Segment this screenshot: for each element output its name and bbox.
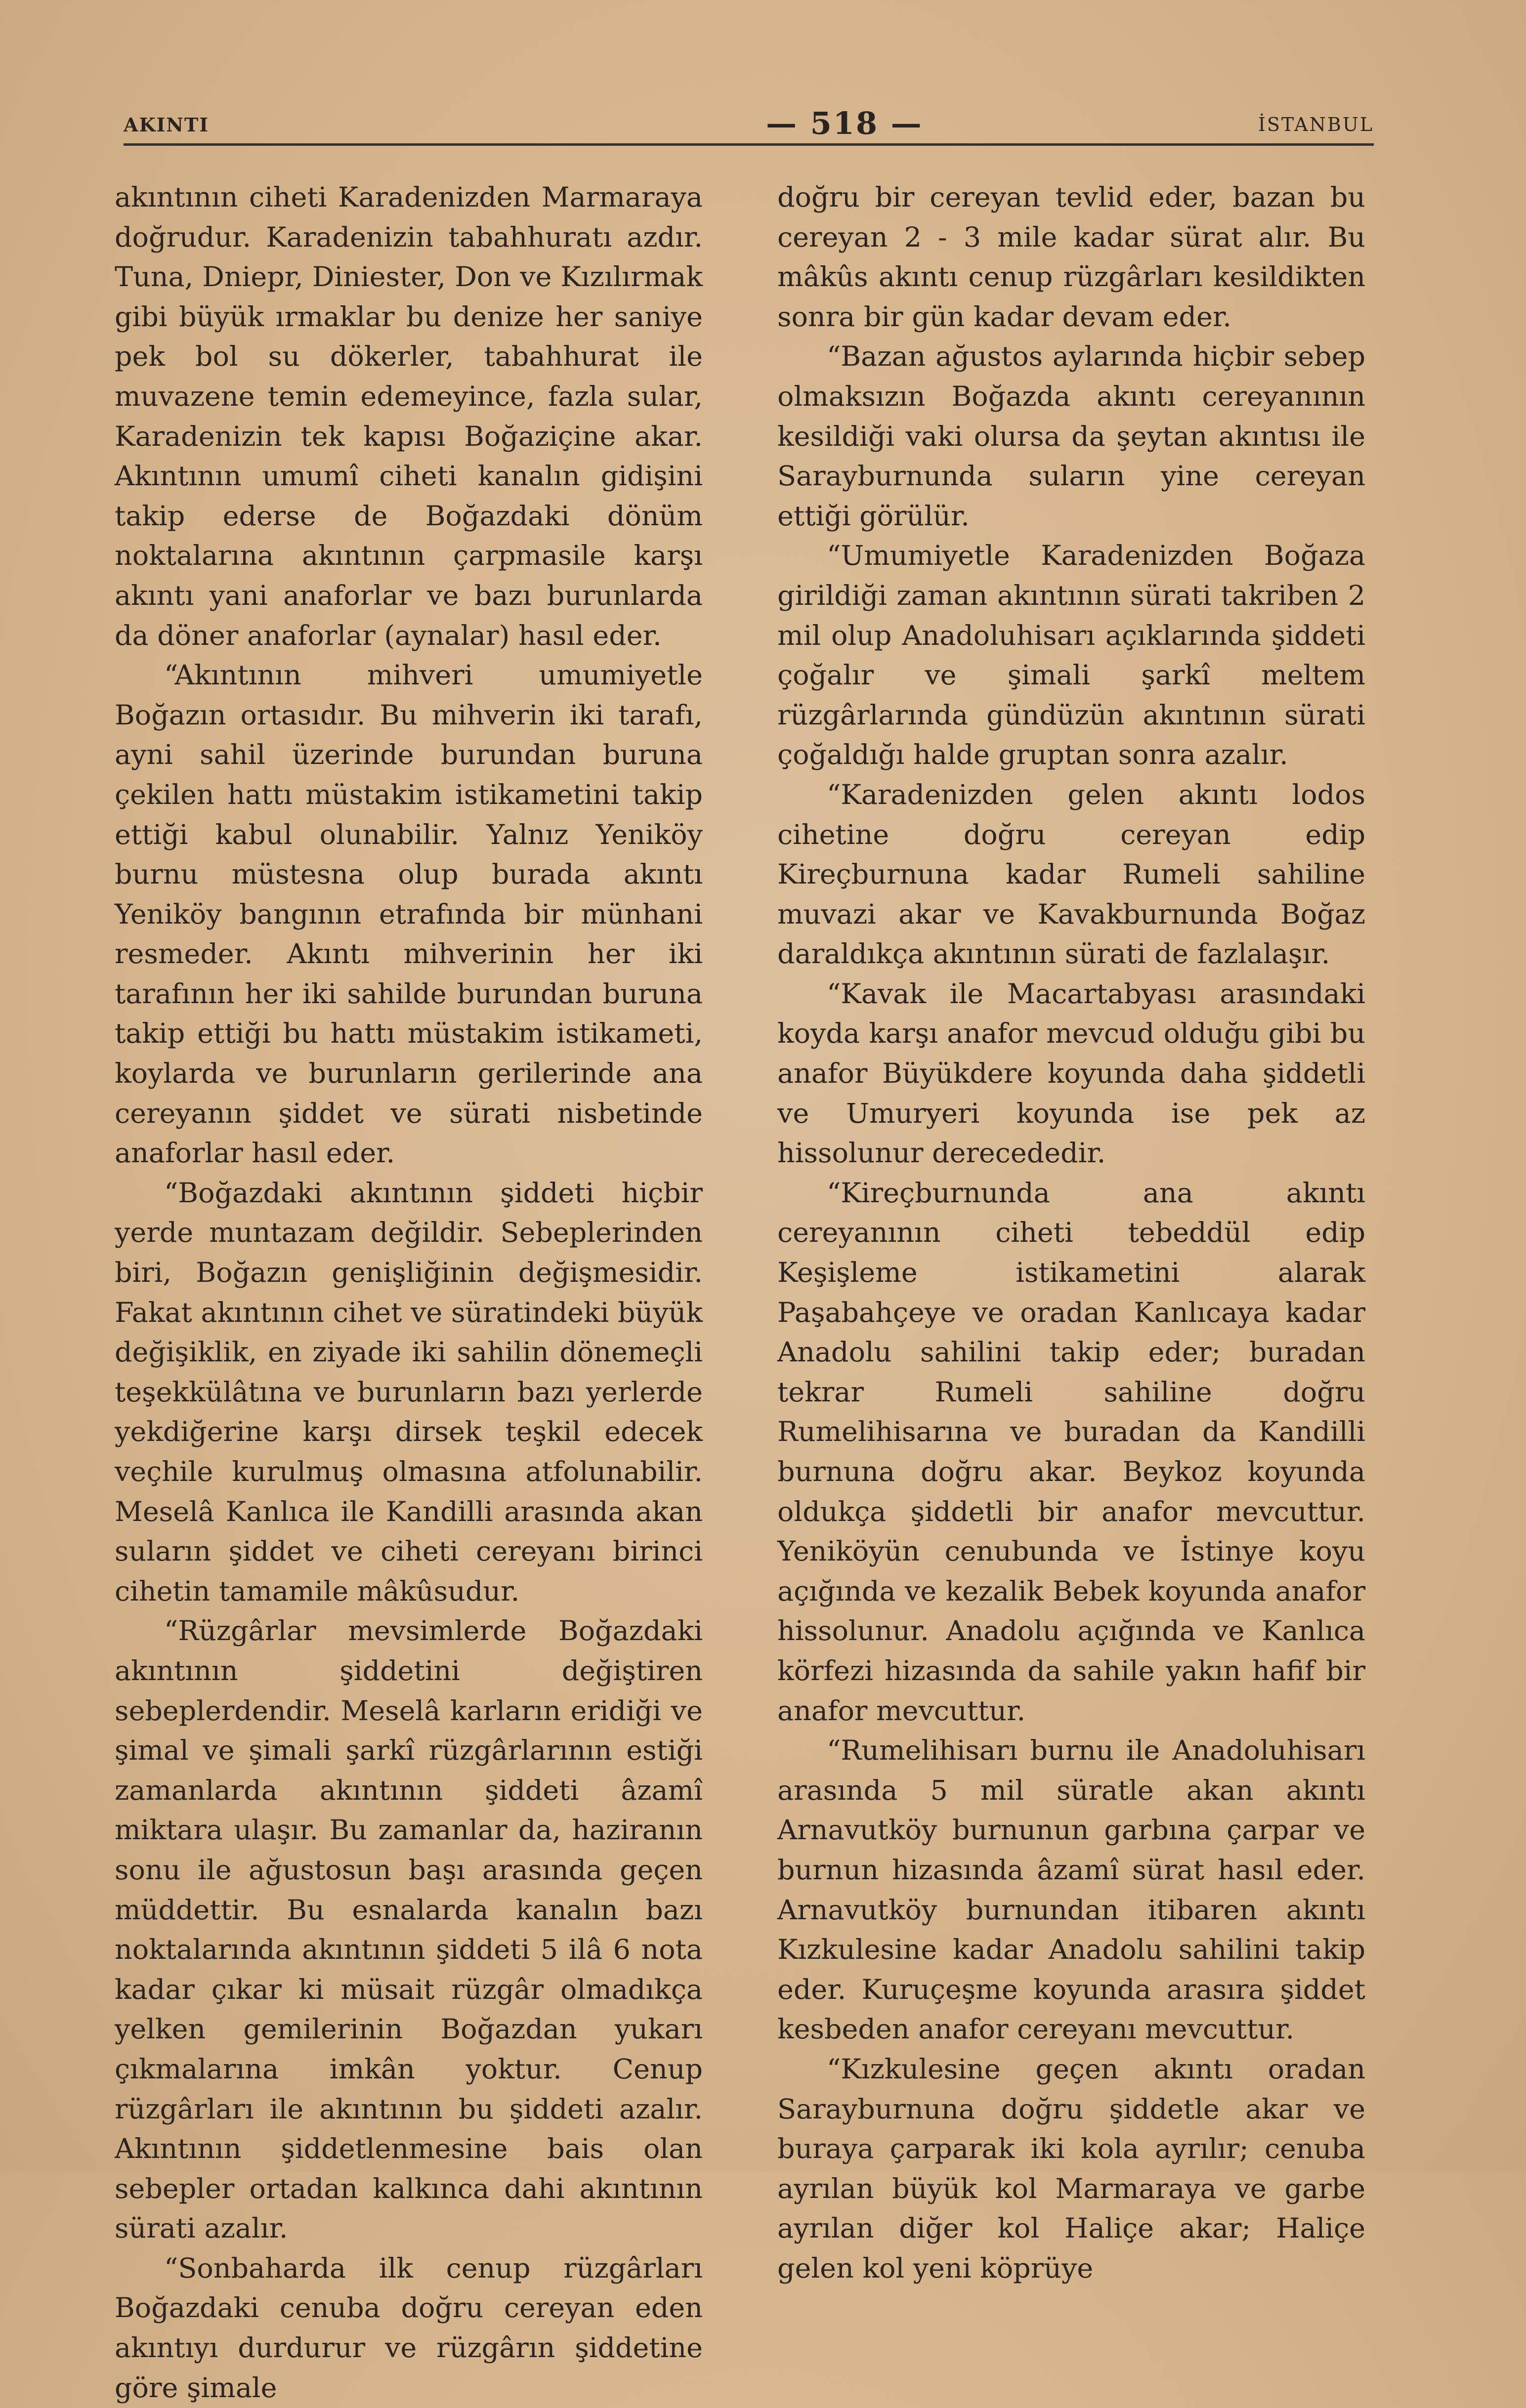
left-column (115, 178, 703, 2408)
paragraph: “Rumelihisarı burnu ile Anadoluhisarı arasında 5 mil süratle akan akıntı Arnavutköy burnunun garbına çarpar ve burnun hizasında âzamî sürat hasıl eder. Arnavutköy burnundan itibaren akıntı Kızkulesine kadar Anadolu sahilini takip eder. Kuruçeşme koyunda arasıra şiddet kesbeden anafor cereyanı mevcuttur. (777, 1734, 1365, 2046)
running-title-left: AKINTI (124, 114, 210, 136)
page-header (124, 101, 1374, 141)
paragraph: “Rüzgârlar mevsimlerde Boğazdaki akıntının şiddetini değiştiren sebeplerdendir. Meselâ karların eridiği ve şimal ve şimali şarkî rüzgârlarının estiği zamanlarda akıntının şiddeti âzamî miktara ulaşır. Bu zamanlar da, haziranın sonu ile ağustosun başı arasında geçen müddettir. Bu esnalarda kanalın bazı noktalarında akıntının şiddeti 5 ilâ 6 nota kadar çıkar ki müsait rüzgâr olmadıkça yelken gemilerinin Boğazdan yukarı çıkmalarına imkân yoktur. Cenup rüzgârları ile akıntının bu şiddeti azalır. Akıntının şiddetlenmesine bais olan sebepler ortadan kalkınca dahi akıntının sürati azalır. (115, 1615, 703, 2245)
running-title-right: İSTANBUL (1258, 114, 1374, 135)
paragraph: doğru bir cereyan tevlid eder, bazan bu cereyan 2 - 3 mile kadar sürat alır. Bu mâkûs akıntı cenup rüzgârları kesildikten sonra bir gün kadar devam eder. (777, 181, 1365, 333)
paragraph: akıntının ciheti Karadenizden Marmaraya doğrudur. Karadenizin tabahhuratı azdır. Tuna, Dniepr, Diniester, Don ve Kızılırmak gibi büyük ırmaklar bu denize her saniye pek bol su dökerler, tabahhurat ile muvazene temin edemeyince, fazla sular, Karadenizin tek kapısı Boğaziçine akar. Akıntının umumî ciheti kanalın gidişini takip ederse de Boğazdaki dönüm noktalarına akıntının çarpmasile karşı akıntı yani anaforlar ve bazı burunlarda da döner anaforlar (aynalar) hasıl eder. (115, 181, 703, 652)
paragraph: “Kireçburnunda ana akıntı cereyanının ciheti tebeddül edip Keşişleme istikametini alarak Paşabahçeye ve oradan Kanlıcaya kadar Anadolu sahilini takip eder; buradan tekrar Rumeli sahiline doğru Rumelihisarına ve buradan da Kandilli burnuna doğru akar. Beykoz koyunda oldukça şiddetli bir anafor mevcuttur. Yeniköyün cenubunda ve İstinye koyu açığında ve kezalik Bebek koyunda anafor hissolunur. Anadolu açığında ve Kanlıca körfezi hizasında da sahile yakın hafif bir anafor mevcuttur. (777, 1177, 1365, 1727)
header-rule (124, 143, 1374, 146)
paragraph: “Boğazdaki akıntının şiddeti hiçbir yerde muntazam değildir. Sebeplerinden biri, Boğazın genişliğinin değişmesidir. Fakat akıntının cihet ve süratindeki büyük değişiklik, en ziyade iki sahilin dönemeçli teşekkülâtına ve burunların bazı yerlerde yekdiğerine karşı dirsek teşkil edecek veçhile kurulmuş olmasına atfolunabilir. Meselâ Kanlıca ile Kandilli arasında akan suların şiddet ve ciheti cereyanı birinci cihetin tamamile mâkûsudur. (115, 1177, 703, 1607)
paragraph: “Bazan ağustos aylarında hiçbir sebep olmaksızın Boğazda akıntı cereyanının kesildiği vaki olursa da şeytan akıntısı ile Sarayburnunda suların yine cereyan ettiği görülür. (777, 340, 1365, 532)
paragraph: “Kavak ile Macartabyası arasındaki koyda karşı anafor mevcud olduğu gibi bu anafor Büyükdere koyunda daha şiddetli ve Umuryeri koyunda ise pek az hissolunur derecededir. (777, 977, 1365, 1170)
paragraph: “Karadenizden gelen akıntı lodos cihetine doğru cereyan edip Kireçburnuna kadar Rumeli sahiline muvazi akar ve Kavakburnunda Boğaz daraldıkça akıntının sürati de fazlalaşır. (777, 778, 1365, 971)
paragraph: “Sonbaharda ilk cenup rüzgârları Boğazdaki cenuba doğru cereyan eden akıntıyı durdurur ve rüzgârın şiddetine göre şimale (115, 2252, 703, 2404)
paragraph: “Umumiyetle Karadenizden Boğaza girildiği zaman akıntının sürati takriben 2 mil olup Anadoluhisarı açıklarında şiddeti çoğalır ve şimali şarkî meltem rüzgârlarında gündüzün akıntının sürati çoğaldığı halde gruptan sonra azalır. (777, 540, 1365, 771)
paragraph: “Akıntının mihveri umumiyetle Boğazın ortasıdır. Bu mihverin iki tarafı, ayni sahil üzerinde burundan buruna çekilen hattı müstakim istikametini takip ettiği kabul olunabilir. Yalnız Yeniköy burnu müstesna olup burada akıntı Yeniköy bangının etrafında bir münhani resmeder. Akıntı mihverinin her iki tarafının her iki sahilde burundan buruna takip ettiği bu hattı müstakim istikameti, koylarda ve burunların gerilerinde ana cereyanın şiddet ve sürati nisbetinde anaforlar hasıl eder. (115, 659, 703, 1170)
paragraph: “Kızkulesine geçen akıntı oradan Sarayburnuna doğru şiddetle akar ve buraya çarparak iki kola ayrılır; cenuba ayrılan büyük kol Marmaraya ve garbe ayrılan diğer kol Haliçe akar; Haliçe gelen kol yeni köprüye (777, 2053, 1365, 2284)
page-number: — 518 — (766, 105, 923, 141)
right-column (777, 178, 1365, 2288)
